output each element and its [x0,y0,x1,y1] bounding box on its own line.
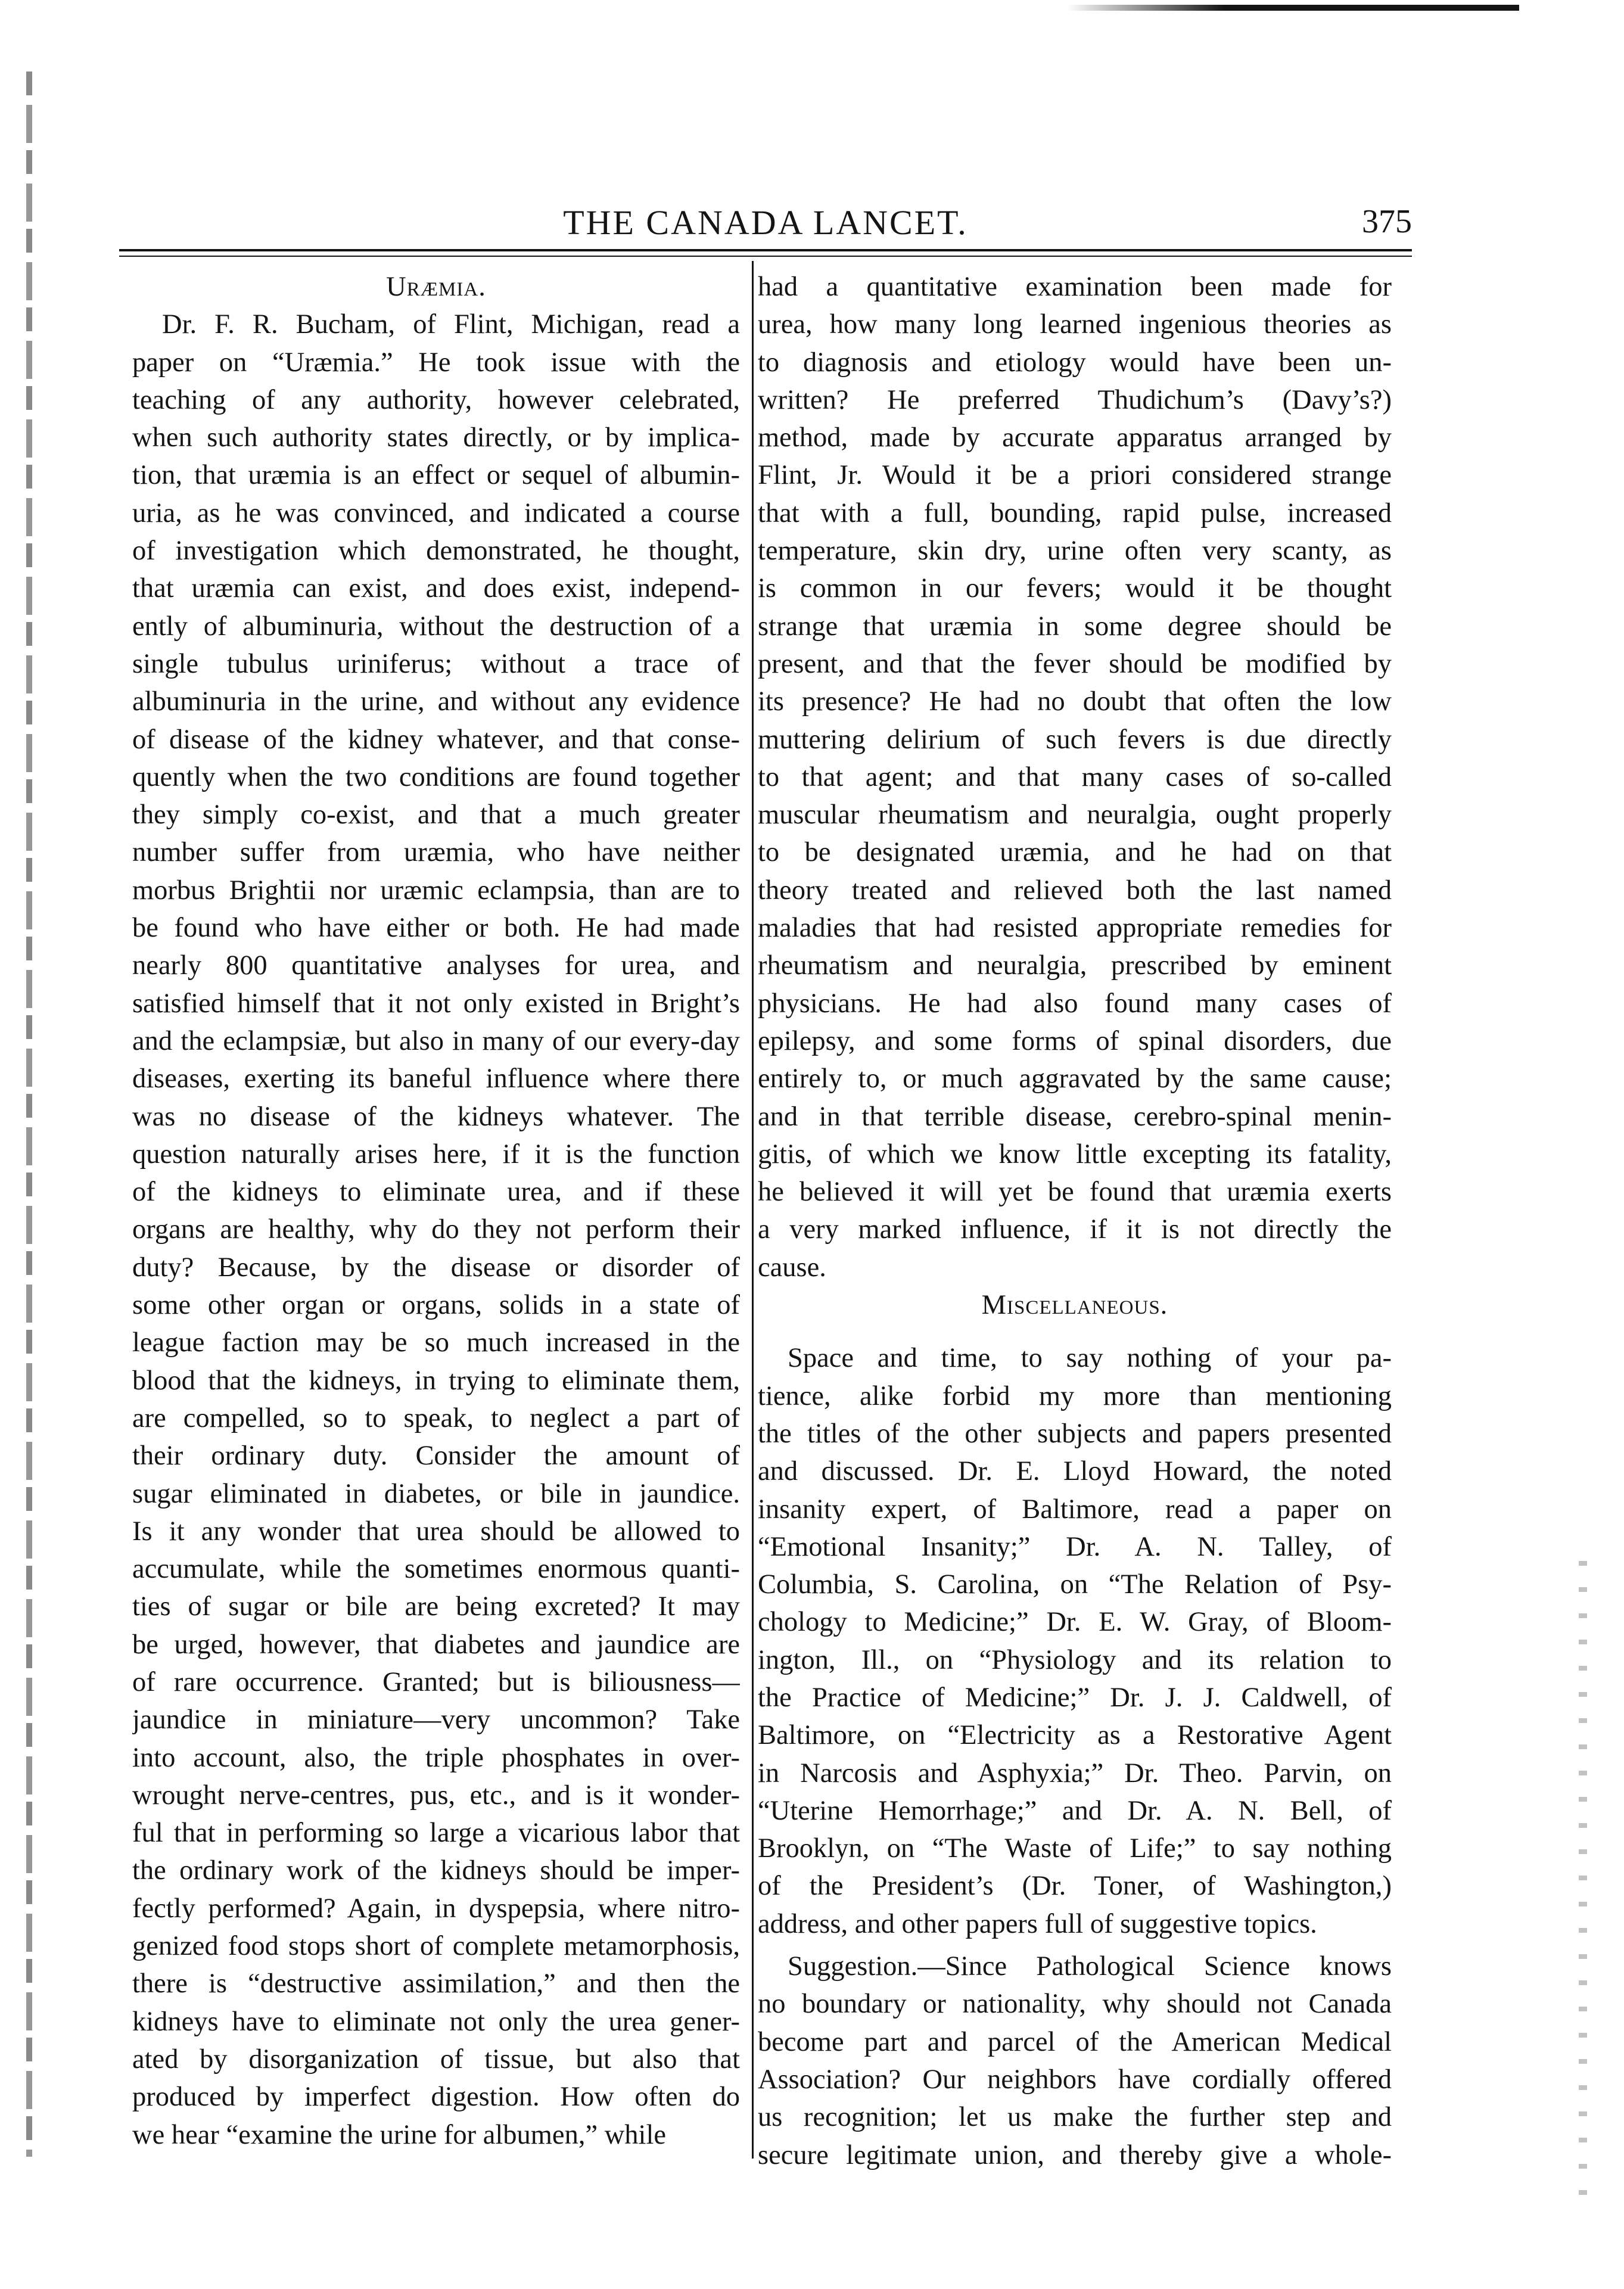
left-column-text [132,306,740,2154]
text-line: cause. [758,1252,826,1283]
right-column-text-b [758,1339,1392,1943]
text-line: when such authority states directly, or by implica- [132,422,740,453]
top-edge-rule [1066,5,1519,11]
text-line: us recognition; let us make the further step and [758,2102,1392,2133]
text-line: be found who have either or both. He had made [132,913,740,944]
text-line: ful that in performing so large a vicarious labor that [132,1818,740,1849]
text-line: their ordinary duty. Consider the amount of [132,1441,740,1472]
text-line: to that agent; and that many cases of so-called [758,761,1392,792]
text-line: of investigation which demonstrated, he thought, [132,536,740,567]
text-line: ently of albuminuria, without the destruction of a [132,611,740,642]
text-line: chology to Medicine;” Dr. E. W. Gray, of Bloom- [758,1607,1392,1638]
text-line: of the kidneys to eliminate urea, and if these [132,1177,740,1208]
right-column-text-c [758,1948,1392,2174]
text-line: some other organ or organs, solids in a state of [132,1290,740,1321]
text-line: ington, Ill., on “Physiology and its relation to [758,1644,1392,1675]
header-rule-thick [119,249,1412,251]
text-line: quently when the two conditions are found together [132,761,740,792]
text-line: satisfied himself that it not only existed in Bright’s [132,988,740,1019]
text-line: address, and other papers full of suggestive topics. [758,1908,1317,1939]
text-line: is common in our fevers; would it be thought [758,573,1392,604]
text-line: a very marked influence, if it is not directly the [758,1214,1392,1245]
text-line: number suffer from uræmia, who have neither [132,837,740,868]
text-line: urea, how many long learned ingenious theories as [758,309,1392,340]
text-line: theory treated and relieved both the last named [758,875,1392,906]
binding-edge-mark [26,71,32,2157]
text-line: albuminuria in the urine, and without any evidence [132,686,740,717]
running-head [119,203,1412,244]
text-line: Dr. F. R. Bucham, of Flint, Michigan, read a [162,309,740,340]
text-line: Is it any wonder that urea should be allowed to [132,1516,740,1547]
text-line: teaching of any authority, however celebrated, [132,384,740,415]
text-line: jaundice in miniature—very uncommon? Take [132,1705,740,1736]
text-line: organs are healthy, why do they not perform their [132,1214,740,1245]
text-line: method, made by accurate apparatus arranged by [758,422,1392,453]
scan-edge-noise [1579,1561,1587,2216]
text-line: be urged, however, that diabetes and jaundice are [132,1629,740,1660]
text-line: strange that uræmia in some degree should be [758,611,1392,642]
section-heading-uraemia: Uræmia. [386,272,486,302]
text-line: duty? Because, by the disease or disorder of [132,1252,740,1283]
text-line: genized food stops short of complete metamorphosis, [132,1931,740,1962]
text-line: to diagnosis and etiology would have been un- [758,347,1392,378]
text-line: that uræmia can exist, and does exist, independ- [132,573,740,604]
text-line: epilepsy, and some forms of spinal disorders, due [758,1025,1392,1056]
text-line: was no disease of the kidneys whatever. The [132,1101,740,1132]
text-line: there is “destructive assimilation,” and then the [132,1968,740,1999]
text-line: maladies that had resisted appropriate remedies for [758,913,1392,944]
text-line: in Narcosis and Asphyxia;” Dr. Theo. Parvin, on [758,1758,1392,1789]
text-line: Baltimore, on “Electricity as a Restorative Agent [758,1720,1392,1751]
section-heading-miscellaneous: Miscellaneous. [981,1290,1168,1321]
text-line: the ordinary work of the kidneys should be imper- [132,1855,740,1886]
text-line: uria, as he was convinced, and indicated a course [132,497,740,528]
text-line: and discussed. Dr. E. Lloyd Howard, the noted [758,1456,1392,1487]
journal-title: THE CANADA LANCET. [563,203,968,242]
text-line: question naturally arises here, if it is the function [132,1139,740,1170]
text-line: its presence? He had no doubt that often the low [758,686,1392,717]
text-line: he believed it will yet be found that uræmia exerts [758,1177,1392,1208]
text-line: wrought nerve-centres, pus, etc., and is it wonder- [132,1780,740,1811]
text-line: fectly performed? Again, in dyspepsia, where nitro- [132,1893,740,1924]
text-line: morbus Brightii nor uræmic eclampsia, than are to [132,875,740,906]
text-line: Flint, Jr. Would it be a priori considered strange [758,460,1392,491]
text-line: of the President’s (Dr. Toner, of Washington,) [758,1871,1392,1902]
text-line: nearly 800 quantitative analyses for urea, and [132,950,740,981]
header-rule-thin [119,256,1412,257]
text-line: they simply co-exist, and that a much greater [132,800,740,831]
text-line: Columbia, S. Carolina, on “The Relation of Psy- [758,1569,1392,1600]
text-line: to be designated uræmia, and he had on that [758,837,1392,868]
text-line: single tubulus uriniferus; without a trace of [132,648,740,679]
text-line: and in that terrible disease, cerebro-spinal menin- [758,1101,1392,1132]
text-line: diseases, exerting its baneful influence where there [132,1063,740,1094]
text-line: paper on “Uræmia.” He took issue with the [132,347,740,378]
text-line: rheumatism and neuralgia, prescribed by eminent [758,950,1392,981]
page-number: 375 [1362,203,1412,240]
right-column-text-a [758,268,1392,1286]
text-line: Association? Our neighbors have cordially offered [758,2064,1392,2095]
text-line: league faction may be so much increased in the [132,1327,740,1358]
text-line: gitis, of which we know little excepting its fatality, [758,1139,1392,1170]
text-line: that with a full, bounding, rapid pulse, increased [758,497,1392,528]
text-line: of disease of the kidney whatever, and that conse- [132,724,740,755]
text-line: Space and time, to say nothing of your pa- [788,1343,1392,1374]
text-line: tience, alike forbid my more than mentioning [758,1380,1392,1411]
text-line: present, and that the fever should be modified by [758,648,1392,679]
text-line: temperature, skin dry, urine often very scanty, as [758,536,1392,567]
text-line: Suggestion.—Since Pathological Science knows [788,1951,1392,1982]
text-line: are compelled, so to speak, to neglect a part of [132,1402,740,1433]
text-line: “Uterine Hemorrhage;” and Dr. A. N. Bell, of [758,1795,1392,1826]
text-line: blood that the kidneys, in trying to eliminate them, [132,1365,740,1396]
text-line: sugar eliminated in diabetes, or bile in jaundice. [132,1478,740,1509]
text-line: physicians. He had also found many cases of [758,988,1392,1019]
text-line: the Practice of Medicine;” Dr. J. J. Caldwell, of [758,1682,1392,1713]
text-line: become part and parcel of the American Medical [758,2026,1392,2057]
text-line: had a quantitative examination been made for [758,272,1392,302]
text-line: tion, that uræmia is an effect or sequel of albumin- [132,460,740,491]
text-line: kidneys have to eliminate not only the urea gener- [132,2006,740,2037]
text-line: of rare occurrence. Granted; but is biliousness— [132,1666,740,1697]
text-line: ated by disorganization of tissue, but also that [132,2044,740,2075]
text-line: the titles of the other subjects and papers presented [758,1418,1392,1449]
text-line: muscular rheumatism and neuralgia, ought properly [758,800,1392,831]
text-line: we hear “examine the urine for albumen,” while [132,2119,667,2150]
text-line: muttering delirium of such fevers is due directly [758,724,1392,755]
text-line: and the eclampsiæ, but also in many of our every-day [132,1025,740,1056]
text-line: into account, also, the triple phosphates in over- [132,1742,740,1773]
text-line: secure legitimate union, and thereby give a whole- [758,2139,1392,2170]
text-line: insanity expert, of Baltimore, read a paper on [758,1494,1392,1525]
text-line: “Emotional Insanity;” Dr. A. N. Talley, of [758,1531,1392,1562]
text-line: Brooklyn, on “The Waste of Life;” to say nothing [758,1833,1392,1864]
text-line: no boundary or nationality, why should not Canada [758,1989,1392,2020]
column-divider [752,261,754,2159]
text-line: entirely to, or much aggravated by the same cause; [758,1063,1392,1094]
right-column [758,268,1392,2174]
text-line: accumulate, while the sometimes enormous quanti- [132,1554,740,1585]
text-line: written? He preferred Thudichum’s (Davy’s?) [758,384,1392,415]
left-column [132,268,740,2154]
text-line: produced by imperfect digestion. How often do [132,2082,740,2113]
text-line: ties of sugar or bile are being excreted? It may [132,1591,740,1622]
